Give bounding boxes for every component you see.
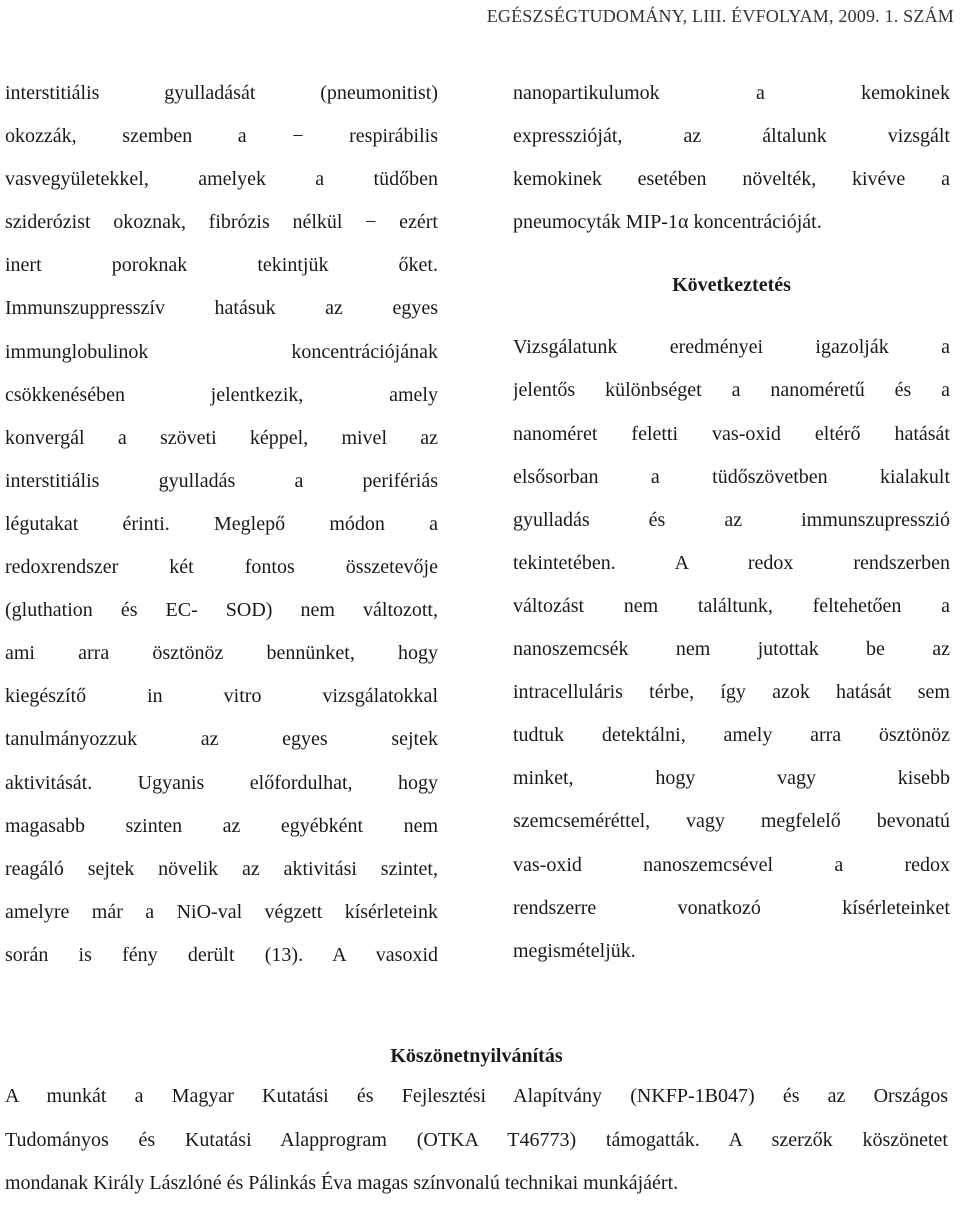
conclusion-line-3: nanoméret feletti vas-oxid eltérő hatását xyxy=(513,422,950,445)
left-line-18: magasabb szinten az egyébként nem xyxy=(5,814,438,837)
left-line-13: (gluthation és EC- SOD) nem változott, xyxy=(5,599,438,622)
conclusion-line-1: Vizsgálatunk eredményei igazolják a xyxy=(513,336,950,359)
left-line-2: okozzák, szemben a − respirábilis xyxy=(5,125,438,148)
left-line-7: immunglobulinok koncentrációjának xyxy=(5,340,438,363)
left-line-9: konvergál a szöveti képpel, mivel az xyxy=(5,426,438,449)
conclusion-line-13: vas-oxid nanoszemcsével a redox xyxy=(513,853,950,876)
ack-line-2: Tudományos és Kutatási Alapprogram (OTKA T46773) támogatták. A szerzők köszönetet xyxy=(5,1128,948,1151)
ack-line-1: A munkát a Magyar Kutatási és Fejlesztési Alapítvány (NKFP-1B047) és az Országos xyxy=(5,1085,948,1107)
left-line-11: légutakat érinti. Meglepő módon a xyxy=(5,512,438,535)
right-intro-line-4: pneumocyták MIP-1α koncentrációját. xyxy=(513,211,822,234)
conclusion-line-6: tekintetében. A redox rendszerben xyxy=(513,551,950,574)
left-line-15: kiegészítő in vitro vizsgálatokkal xyxy=(5,685,438,708)
acknowledgements-heading: Köszönetnyilvánítás xyxy=(390,1045,563,1067)
left-line-4: sziderózist okoznak, fibrózis nélkül − ezért xyxy=(5,211,438,234)
left-line-5: inert poroknak tekintjük őket. xyxy=(5,254,438,277)
conclusion-line-4: elsősorban a tüdőszövetben kialakult xyxy=(513,465,950,488)
acknowledgements-section xyxy=(5,1037,948,1206)
left-line-6: Immunszuppresszív hatásuk az egyes xyxy=(5,297,438,320)
right-intro-line-1: nanopartikulumok a kemokinek xyxy=(513,82,950,104)
left-line-20: amelyre már a NiO-val végzett kísérleteink xyxy=(5,900,438,923)
conclusion-line-11: minket, hogy vagy kisebb xyxy=(513,767,950,790)
conclusion-line-10: tudtuk detektálni, amely arra ösztönöz xyxy=(513,724,950,747)
conclusion-line-8: nanoszemcsék nem jutottak be az xyxy=(513,638,950,661)
right-intro-line-2: expresszióját, az általunk vizsgált xyxy=(513,125,950,148)
left-line-14: ami arra ösztönöz bennünket, hogy xyxy=(5,642,438,665)
left-column xyxy=(5,72,438,977)
conclusion-line-2: jelentős különbséget a nanoméretű és a xyxy=(513,379,950,402)
left-line-17: aktivitását. Ugyanis előfordulhat, hogy xyxy=(5,771,438,794)
left-line-21: során is fény derült (13). A vasoxid xyxy=(5,943,438,966)
left-line-3: vasvegyületekkel, amelyek a tüdőben xyxy=(5,168,438,191)
conclusion-line-9: intracelluláris térbe, így azok hatását sem xyxy=(513,681,950,704)
left-line-8: csökkenésében jelentkezik, amely xyxy=(5,383,438,406)
conclusion-line-15: megismételjük. xyxy=(513,939,636,962)
right-intro-line-3: kemokinek esetében növelték, kivéve a xyxy=(513,168,950,191)
conclusion-line-7: változást nem találtunk, feltehetően a xyxy=(513,594,950,617)
left-line-19: reagáló sejtek növelik az aktivitási szintet, xyxy=(5,857,438,880)
running-header: EGÉSZSÉGTUDOMÁNY, LIII. ÉVFOLYAM, 2009. 1. SZÁM xyxy=(486,6,954,26)
right-column xyxy=(513,72,950,973)
conclusion-heading: Következtetés xyxy=(672,274,791,297)
conclusion-line-12: szemcseméréttel, vagy megfelelő bevonatú xyxy=(513,810,950,833)
left-line-10: interstitiális gyulladás a perifériás xyxy=(5,469,438,492)
ack-line-3: mondanak Király Lászlóné és Pálinkás Éva magas színvonalú technikai munkájáért. xyxy=(5,1172,679,1194)
left-line-12: redoxrendszer két fontos összetevője xyxy=(5,556,438,579)
conclusion-line-5: gyulladás és az immunszupresszió xyxy=(513,508,950,531)
left-line-16: tanulmányozzuk az egyes sejtek xyxy=(5,728,438,751)
conclusion-line-14: rendszerre vonatkozó kísérleteinket xyxy=(513,896,950,919)
left-line-1: interstitiális gyulladását (pneumonitist) xyxy=(5,82,438,104)
